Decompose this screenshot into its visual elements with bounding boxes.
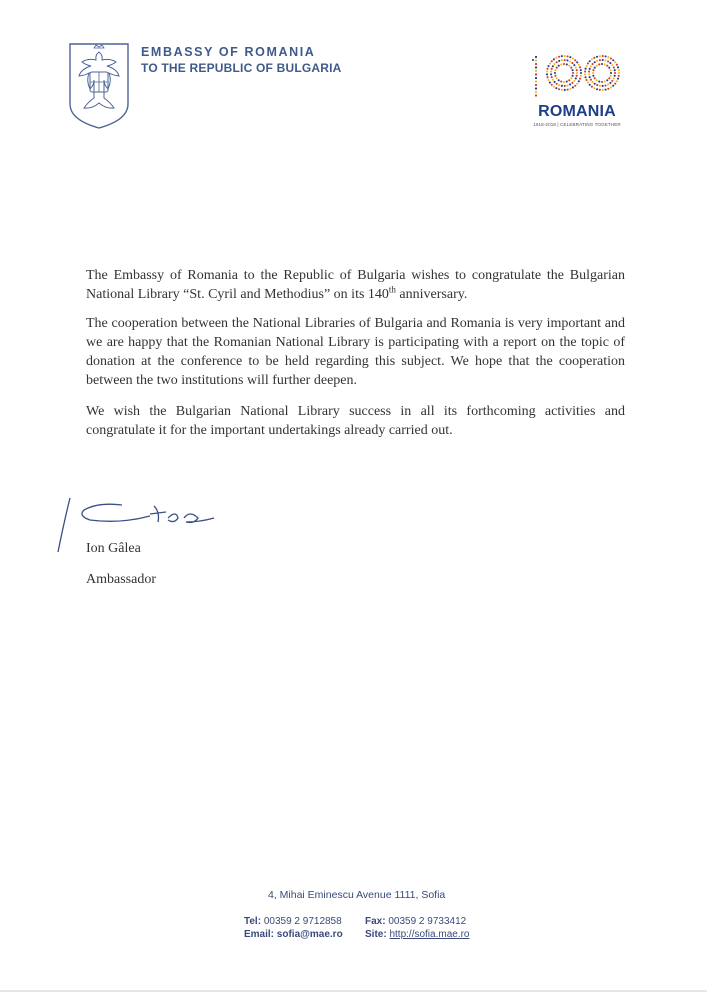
logo-dot bbox=[576, 83, 578, 85]
logo-dot bbox=[617, 66, 619, 68]
logo-dot bbox=[571, 62, 573, 64]
logo-dot bbox=[596, 88, 598, 90]
logo-dot bbox=[571, 82, 573, 84]
logo-dot bbox=[561, 59, 563, 61]
page-edge-divider bbox=[0, 990, 707, 992]
logo-dot bbox=[594, 83, 596, 85]
logo-dot bbox=[556, 83, 558, 85]
logo-dot bbox=[550, 73, 552, 75]
logo-dot bbox=[614, 69, 616, 71]
logo-dot bbox=[593, 87, 595, 89]
logo-dot bbox=[602, 59, 604, 61]
logo-dot bbox=[602, 85, 604, 87]
logo-dot bbox=[611, 64, 613, 66]
logo-dot bbox=[555, 87, 557, 89]
logo-dot bbox=[599, 59, 601, 61]
logo-dot bbox=[569, 56, 571, 58]
logo-dot bbox=[576, 61, 578, 63]
logo-dot bbox=[605, 55, 607, 57]
logo-dot bbox=[614, 75, 616, 77]
fax-label: Fax: bbox=[365, 916, 386, 927]
logo-dot bbox=[569, 88, 571, 90]
paragraph-2: The cooperation between the National Libraries of Bulgaria and Romania is very important and we are happy that the Romanian National Library is participating with a report on the topic of donation at the conference to be held regarding this subject. We hope that the cooperation between the two institutions will further deepen. bbox=[86, 316, 625, 388]
logo-dot bbox=[601, 81, 603, 83]
logo-dot bbox=[568, 65, 570, 67]
logo-dot bbox=[594, 67, 596, 69]
logo-dot bbox=[610, 86, 612, 88]
logo-dot bbox=[589, 84, 591, 86]
logo-dot bbox=[606, 65, 608, 67]
logo-dot bbox=[602, 89, 604, 91]
logo-dot bbox=[572, 57, 574, 59]
logo-dot bbox=[549, 81, 551, 83]
embassy-name-line1: EMBASSY OF ROMANIA bbox=[141, 45, 316, 59]
logo-dot bbox=[551, 84, 553, 86]
logo-dot bbox=[535, 63, 537, 65]
letter-body bbox=[86, 266, 625, 452]
logo-dot bbox=[593, 57, 595, 59]
logo-dot bbox=[558, 84, 560, 86]
logo-dot bbox=[554, 63, 556, 65]
logo-dot bbox=[535, 56, 537, 58]
logo-dot bbox=[606, 79, 608, 81]
logo-dot bbox=[609, 62, 611, 64]
logo-dot bbox=[604, 81, 606, 83]
signatory-name: Ion Gâlea bbox=[86, 541, 141, 556]
logo-dot bbox=[564, 59, 566, 61]
tel-label: Tel: bbox=[244, 916, 262, 927]
logo-dot bbox=[563, 63, 565, 65]
paragraph-3: We wish the Bulgarian National Library success in all its forthcoming activities and congratulate it for the important undertakings already carried out. bbox=[86, 404, 625, 438]
logo-dot bbox=[585, 79, 587, 81]
logo-dot bbox=[574, 85, 576, 87]
logo-dot bbox=[546, 71, 548, 73]
logo-dot bbox=[574, 59, 576, 61]
logo-dot bbox=[547, 76, 549, 78]
logo-dot bbox=[580, 72, 582, 74]
logo-dot bbox=[609, 82, 611, 84]
logo-dot bbox=[610, 69, 612, 71]
logo-dot bbox=[552, 65, 554, 67]
logo-dot bbox=[553, 86, 555, 88]
logo-dot bbox=[598, 63, 600, 65]
logo-dot bbox=[579, 66, 581, 68]
paragraph-1-text: The Embassy of Romania to the Republic of Bulgaria wishes to congratulate the Bulgarian National Library “St. Cyril and Methodius” on its 140 bbox=[86, 268, 625, 302]
logo-dot bbox=[547, 65, 549, 67]
logo-dot bbox=[561, 85, 563, 87]
logo-dot bbox=[576, 72, 578, 74]
logo-dot bbox=[551, 68, 553, 70]
logo-dot bbox=[572, 72, 574, 74]
logo-dot bbox=[616, 64, 618, 66]
embassy-name-line2: TO THE REPUBLIC OF BULGARIA bbox=[141, 61, 342, 75]
logo-dot bbox=[596, 65, 598, 67]
logo-dot bbox=[558, 79, 560, 81]
tel-value: 00359 2 9712858 bbox=[263, 916, 342, 927]
logo-dot bbox=[560, 81, 562, 83]
logo-dot bbox=[552, 79, 554, 81]
logo-dot bbox=[591, 86, 593, 88]
logo-dot bbox=[607, 88, 609, 90]
logo-dot bbox=[576, 69, 578, 71]
logo-dot bbox=[547, 79, 549, 81]
logo-dot bbox=[551, 76, 553, 78]
logo-dot bbox=[610, 57, 612, 59]
logo-dot bbox=[588, 73, 590, 75]
logo-dot bbox=[589, 76, 591, 78]
logo-dot bbox=[549, 62, 551, 64]
logo-dot bbox=[547, 68, 549, 70]
footer-contact-left bbox=[244, 915, 343, 941]
logo-dot bbox=[585, 65, 587, 67]
logo-dot bbox=[566, 81, 568, 83]
logo-dot bbox=[596, 56, 598, 58]
logo-dot bbox=[564, 85, 566, 87]
logo-dot bbox=[580, 69, 582, 71]
logo-dot bbox=[535, 84, 537, 86]
logo-dot bbox=[607, 56, 609, 58]
logo-dot bbox=[599, 55, 601, 57]
logo-dot bbox=[608, 67, 610, 69]
logo-dot bbox=[535, 80, 537, 82]
logo-dot bbox=[592, 75, 594, 77]
logo-dot bbox=[596, 84, 598, 86]
logo-dot bbox=[610, 75, 612, 77]
logo-dot bbox=[566, 84, 568, 86]
logo-dot bbox=[612, 85, 614, 87]
logo-dot bbox=[592, 81, 594, 83]
paragraph-1-end: anniversary. bbox=[395, 287, 468, 302]
logo-dot bbox=[572, 69, 574, 71]
logo-dot bbox=[572, 75, 574, 77]
logo-dot bbox=[587, 81, 589, 83]
logo-dot bbox=[596, 60, 598, 62]
logo-dot bbox=[558, 65, 560, 67]
logo-dot bbox=[592, 72, 594, 74]
logo-dot bbox=[563, 81, 565, 83]
logo-dot bbox=[604, 63, 606, 65]
logo-dot bbox=[589, 60, 591, 62]
logo-dot bbox=[568, 79, 570, 81]
signatory-title: Ambassador bbox=[86, 572, 156, 587]
logo-tagline: 1918-2018 | CELEBRATING TOGETHER bbox=[533, 122, 621, 127]
logo-dot bbox=[554, 81, 556, 83]
ordinal-suffix: th bbox=[388, 284, 396, 295]
site-label: Site: bbox=[365, 929, 387, 940]
logo-dot bbox=[576, 75, 578, 77]
logo-dot bbox=[578, 64, 580, 66]
logo-dot bbox=[584, 73, 586, 75]
logo-dot bbox=[614, 61, 616, 63]
logo-dot bbox=[612, 59, 614, 61]
logo-dot bbox=[535, 70, 537, 72]
logo-dot bbox=[554, 75, 556, 77]
email-value[interactable]: sofia@mae.ro bbox=[276, 929, 343, 940]
logo-dot bbox=[618, 69, 620, 71]
logo-dot bbox=[554, 72, 556, 74]
logo-dot bbox=[614, 72, 616, 74]
logo-dot bbox=[564, 89, 566, 91]
logo-dot bbox=[604, 59, 606, 61]
logo-dot bbox=[556, 67, 558, 69]
logo-dot bbox=[558, 56, 560, 58]
logo-dot bbox=[570, 67, 572, 69]
logo-dot bbox=[618, 72, 620, 74]
logo-dot bbox=[616, 80, 618, 82]
logo-dot bbox=[567, 89, 569, 91]
coat-of-arms-icon bbox=[68, 42, 130, 130]
logo-dot bbox=[587, 62, 589, 64]
logo-dot bbox=[585, 68, 587, 70]
site-link[interactable]: http://sofia.mae.ro bbox=[389, 929, 470, 940]
logo-dot bbox=[579, 78, 581, 80]
logo-dot bbox=[575, 77, 577, 79]
logo-dot bbox=[589, 68, 591, 70]
logo-dot bbox=[617, 78, 619, 80]
logo-dot bbox=[535, 87, 537, 89]
logo-dot bbox=[551, 60, 553, 62]
logo-dot bbox=[608, 77, 610, 79]
logo-dot bbox=[570, 77, 572, 79]
logo-dot bbox=[556, 61, 558, 63]
logo-dot bbox=[575, 66, 577, 68]
logo-dot bbox=[601, 63, 603, 65]
footer-address: 4, Mihai Eminescu Avenue 1111, Sofia bbox=[268, 889, 446, 901]
logo-dot bbox=[560, 63, 562, 65]
logo-dot bbox=[584, 71, 586, 73]
logo-dot bbox=[553, 58, 555, 60]
logo-dot bbox=[561, 55, 563, 57]
logo-dot bbox=[535, 66, 537, 68]
logo-dot bbox=[585, 76, 587, 78]
logo-dot bbox=[590, 65, 592, 67]
logo-dot bbox=[554, 69, 556, 71]
logo-dot bbox=[599, 85, 601, 87]
logo-dot bbox=[578, 80, 580, 82]
logo-dot bbox=[599, 89, 601, 91]
logo-dot bbox=[566, 59, 568, 61]
logo-dot bbox=[569, 60, 571, 62]
logo-dot bbox=[535, 94, 537, 96]
logo-dot bbox=[572, 86, 574, 88]
footer-contact-right bbox=[365, 915, 470, 941]
logo-dot bbox=[602, 55, 604, 57]
fax-value: 00359 2 9733412 bbox=[388, 916, 467, 927]
logo-dot bbox=[592, 63, 594, 65]
logo-dot bbox=[558, 88, 560, 90]
logo-dot bbox=[546, 73, 548, 75]
logo-dot bbox=[566, 63, 568, 65]
paragraph-1 bbox=[86, 266, 625, 304]
logo-dot bbox=[591, 58, 593, 60]
logo-dot bbox=[555, 57, 557, 59]
logo-dot bbox=[535, 59, 537, 61]
logo-dot bbox=[556, 77, 558, 79]
logo-dot bbox=[614, 83, 616, 85]
logo-dot bbox=[598, 81, 600, 83]
logo-dot bbox=[567, 55, 569, 57]
logo-dot bbox=[564, 55, 566, 57]
logo-wordmark: ROMANIA bbox=[538, 103, 616, 120]
logo-dot bbox=[573, 64, 575, 66]
logo-dot bbox=[590, 79, 592, 81]
logo-dot bbox=[558, 60, 560, 62]
logo-dot bbox=[604, 84, 606, 86]
logo-dot bbox=[611, 80, 613, 82]
logo-dot bbox=[607, 60, 609, 62]
logo-dot bbox=[569, 83, 571, 85]
logo-dot bbox=[535, 91, 537, 93]
logo-dot bbox=[561, 89, 563, 91]
logo-dot bbox=[613, 66, 615, 68]
logo-dot bbox=[610, 72, 612, 74]
logo-dot bbox=[550, 71, 552, 73]
logo-dot bbox=[618, 75, 620, 77]
logo-dot bbox=[580, 75, 582, 77]
logo-dot bbox=[532, 59, 534, 61]
logo-dot bbox=[588, 71, 590, 73]
logo-dot bbox=[596, 79, 598, 81]
logo-dot bbox=[594, 61, 596, 63]
logo-dot bbox=[607, 83, 609, 85]
logo-dot bbox=[613, 77, 615, 79]
logo-dot bbox=[535, 77, 537, 79]
email-label: Email: bbox=[244, 929, 275, 940]
logo-dot bbox=[535, 73, 537, 75]
logo-dot bbox=[573, 80, 575, 82]
logo-dot bbox=[592, 69, 594, 71]
logo-dot bbox=[605, 89, 607, 91]
logo-dot bbox=[594, 77, 596, 79]
